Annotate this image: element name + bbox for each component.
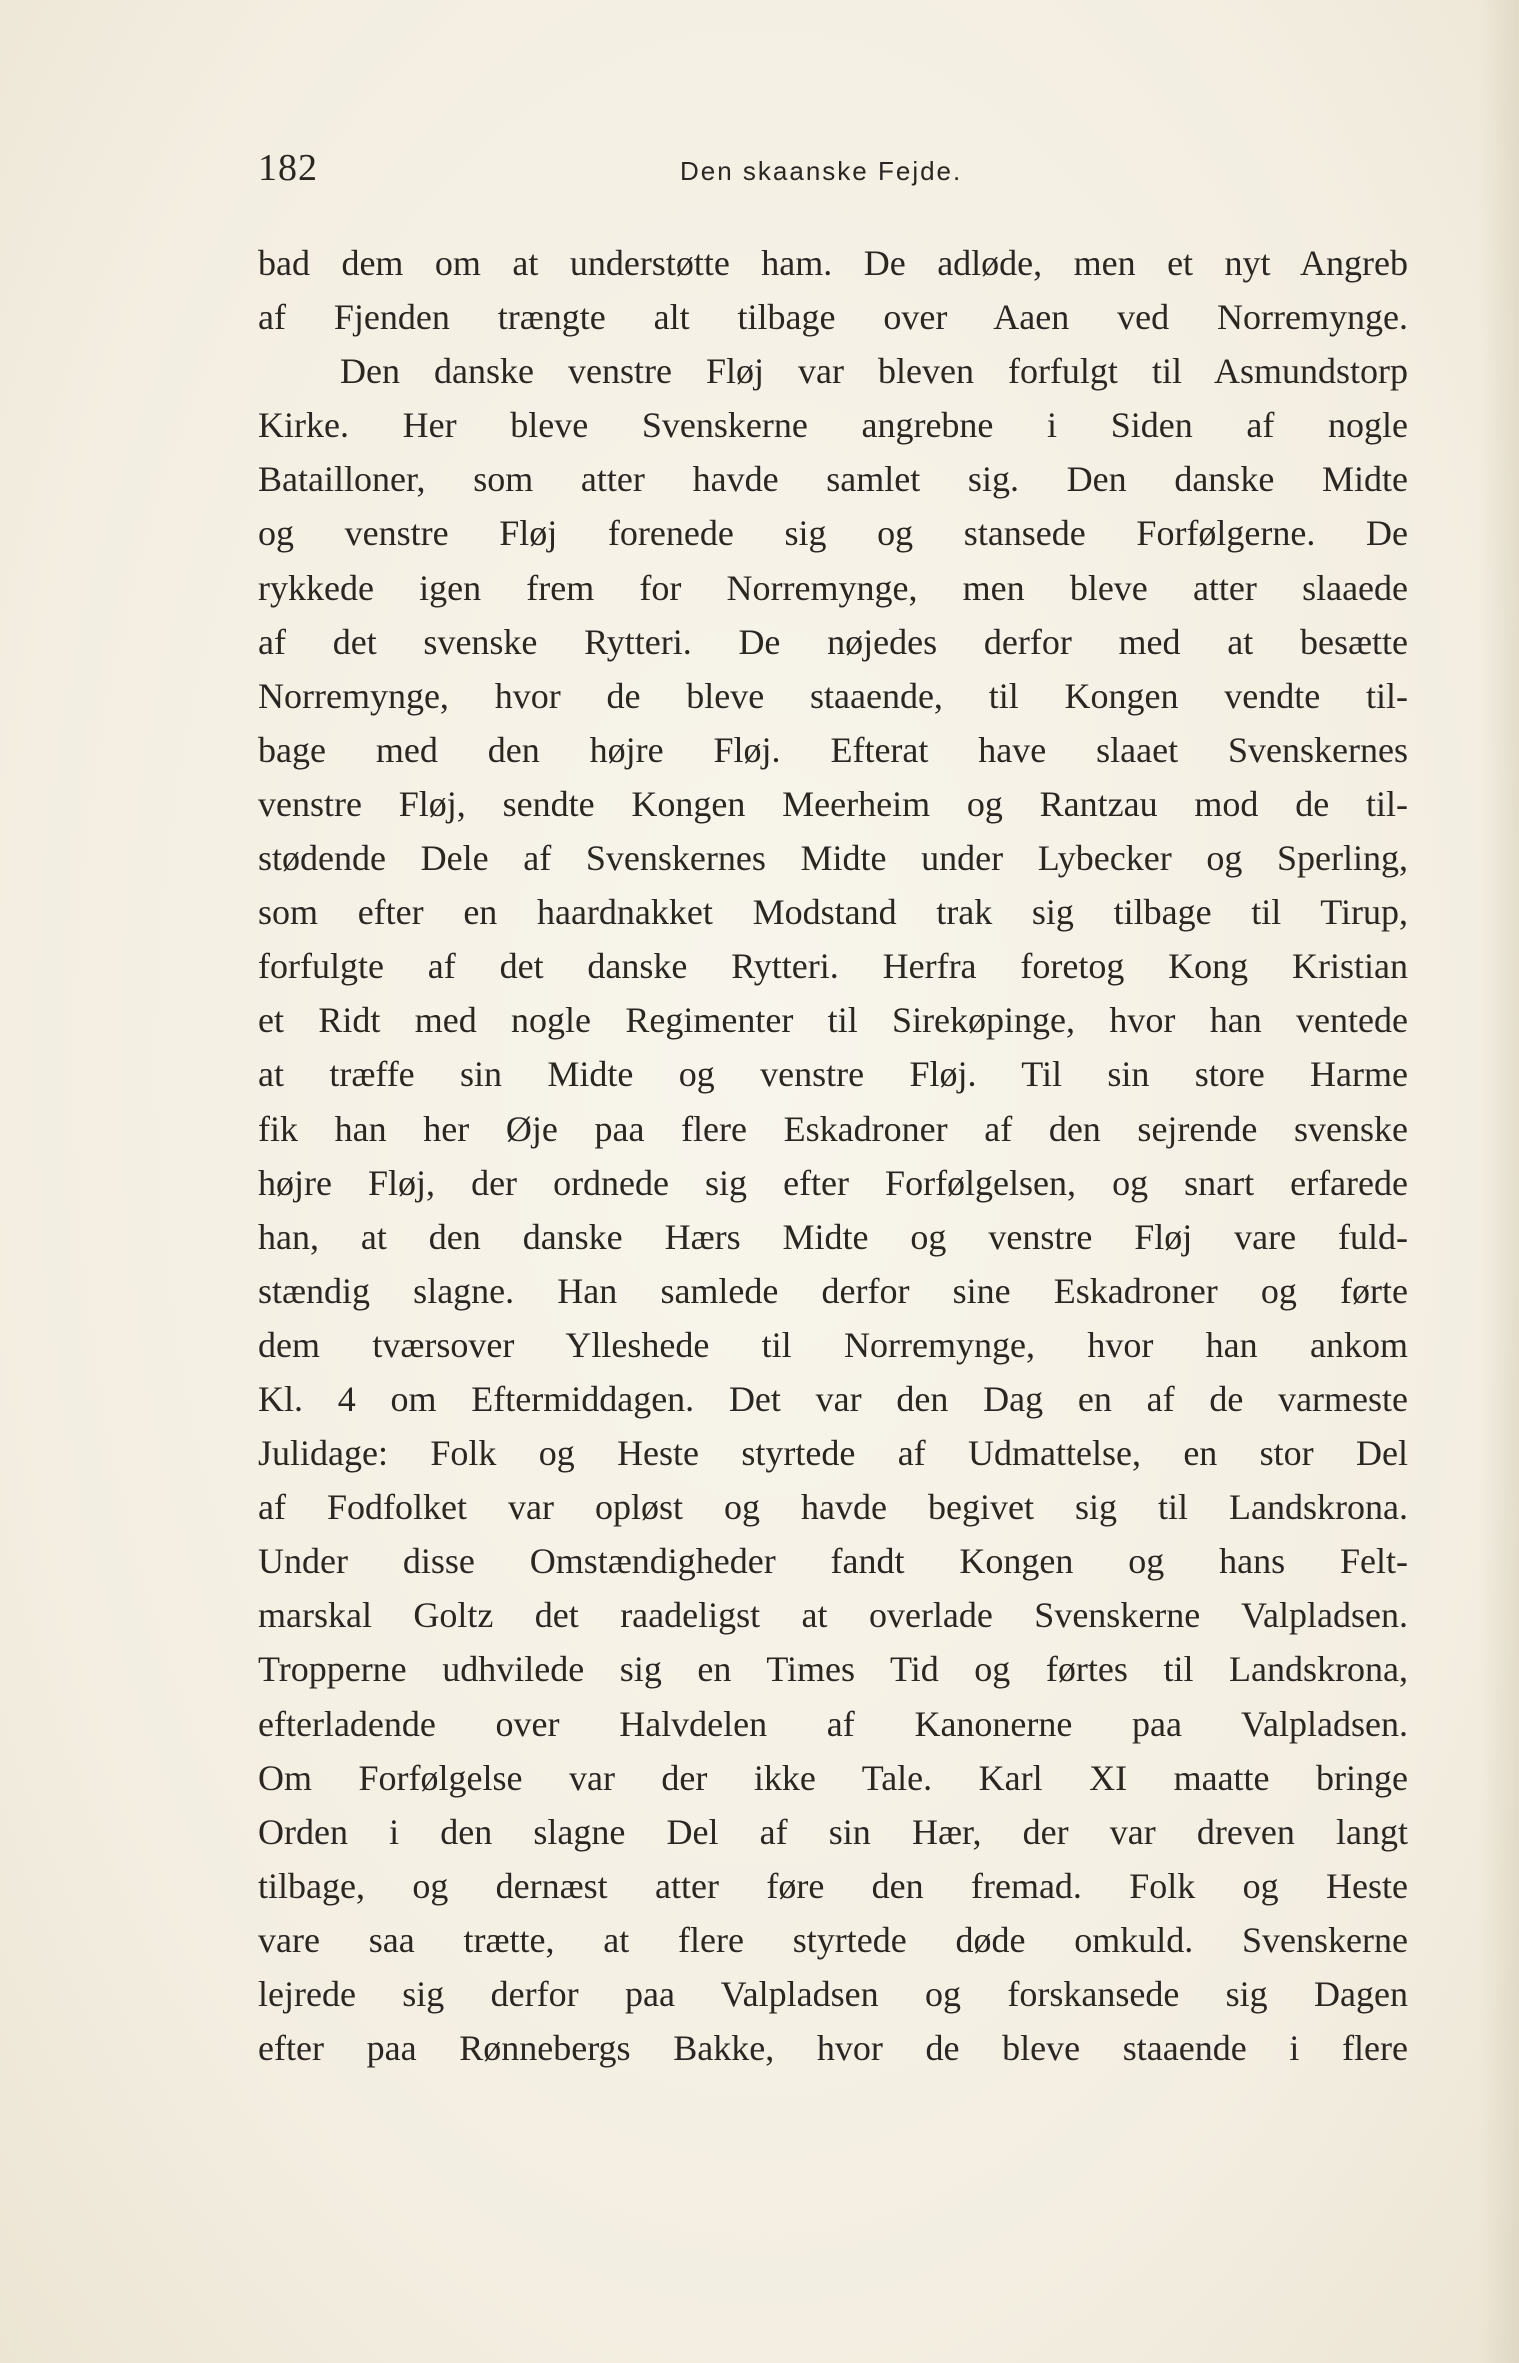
- text-line: bage med den højre Fløj. Efterat have slaaet Svenskernes: [258, 729, 1408, 770]
- text-line: af Fjenden trængte alt tilbage over Aaen ved Norremynge.: [258, 297, 1408, 338]
- text-line: bad dem om at understøtte ham. De adlødе, men et nyt Angreb: [258, 243, 1408, 283]
- text-line: stændig slagne. Han samlede derfor sine Eskadroner og førte: [258, 1270, 1408, 1311]
- running-title: Den skaanske Fejde.: [680, 156, 963, 186]
- text-line: højre Fløj, der ordnede sig efter Forfølgelsen, og snart erfarede: [258, 1162, 1408, 1203]
- page-header: [258, 146, 1408, 196]
- text-line: Norremynge, hvor de bleve staaende, til Kongen vendte til-: [258, 675, 1408, 716]
- page-edge-shadow: [1479, 0, 1519, 2363]
- text-line: Under disse Omstændigheder fandt Kongen og hans Felt-: [258, 1541, 1408, 1582]
- text-line: Om Forfølgelse var der ikke Tale. Karl XI maatte bringe: [258, 1757, 1408, 1798]
- text-line: dem tværsover Ylleshede til Norremynge, hvor han ankom: [258, 1324, 1408, 1365]
- text-line: efterladende over Halvdelen af Kanonerne paa Valpladsen.: [258, 1703, 1408, 1744]
- body-text: [258, 236, 1408, 2075]
- text-line: Batailloner, som atter havde samlet sig. Den danske Midte: [258, 459, 1408, 500]
- text-line: Kl. 4 om Eftermiddagen. Det var den Dag en af de varmeste: [258, 1378, 1408, 1419]
- text-line: fik han her Øje paa flere Eskadroner af den sejrende svenske: [258, 1108, 1408, 1149]
- text-line: forfulgte af det danske Rytteri. Herfra foretog Kong Kristian: [258, 946, 1408, 987]
- text-line: et Ridt med nogle Regimenter til Sirekøpinge, hvor han ventede: [258, 1000, 1408, 1041]
- text-line: tilbage, og dernæst atter føre den fremad. Folk og Heste: [258, 1865, 1408, 1906]
- text-line: og venstre Fløj forenede sig og stansede Forfølgerne. De: [258, 513, 1408, 554]
- text-line: af det svenske Rytteri. De nøjedes derfor med at besætte: [258, 621, 1408, 662]
- text-line: Kirke. Her bleve Svenskerne angrebne i Siden af nogle: [258, 405, 1408, 446]
- text-line: som efter en haardnakket Modstand trak sig tilbage til Tirup,: [258, 892, 1408, 933]
- text-line: lejrede sig derfor paa Valpladsen og forskansede sig Dagen: [258, 1974, 1408, 2014]
- text-line: at træffe sin Midte og venstre Fløj. Til sin store Harme: [258, 1054, 1408, 1095]
- text-line: Tropperne udhvilede sig en Times Tid og førtes til Landskrona,: [258, 1649, 1408, 1690]
- text-line: marskal Goltz det raadeligst at overlade Svenskerne Valpladsen.: [258, 1595, 1408, 1636]
- text-line: efter paa Rønnebergs Bakke, hvor de bleve staaende i flere: [258, 2028, 1408, 2069]
- text-line: af Fodfolket var opløst og havde begivet sig til Landskrona.: [258, 1487, 1408, 1528]
- text-line: stødende Dele af Svenskernes Midte under Lybecker og Sperling,: [258, 838, 1408, 879]
- page-number: 182: [258, 147, 318, 189]
- text-line: venstre Fløj, sendte Kongen Meerheim og Rantzau mod de til-: [258, 783, 1408, 824]
- text-line: vare saa trætte, at flere styrtede døde omkuld. Svenskerne: [258, 1919, 1408, 1960]
- text-line: Orden i den slagne Del af sin Hær, der var dreven langt: [258, 1811, 1408, 1852]
- text-line: Julidage: Folk og Heste styrtede af Udmattelse, en stor Del: [258, 1433, 1408, 1474]
- text-line: han, at den danske Hærs Midte og venstre Fløj vare fuld-: [258, 1216, 1408, 1257]
- paragraph-start-line: Den danske venstre Fløj var bleven forfulgt til Asmundstorp: [340, 351, 1408, 392]
- text-line: rykkede igen frem for Norremynge, men bleve atter slaaede: [258, 567, 1408, 608]
